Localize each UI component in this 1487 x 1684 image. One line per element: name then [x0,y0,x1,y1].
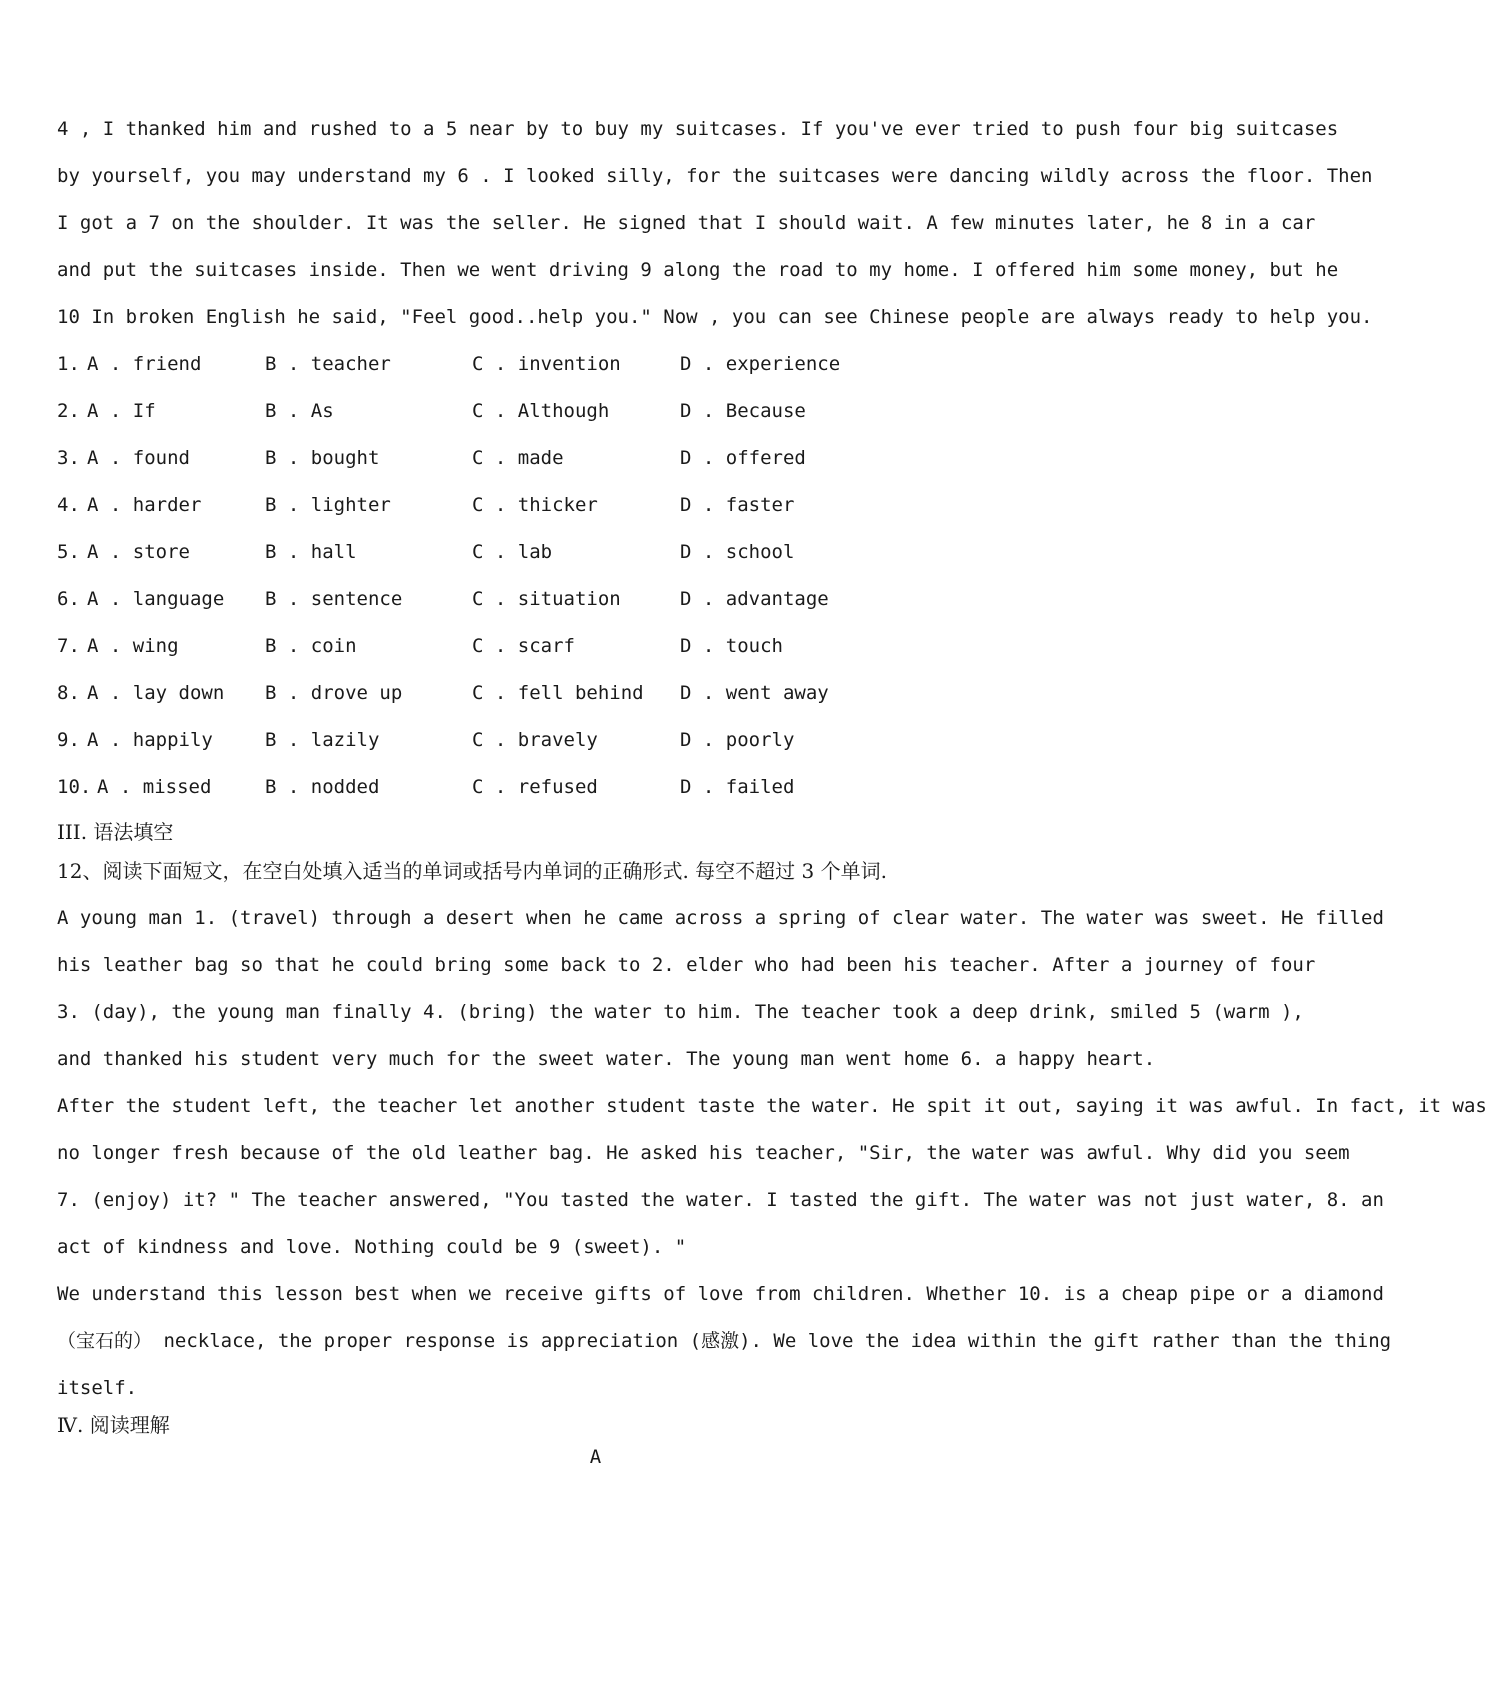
question-number: 2. [57,400,80,422]
option-b: B . hall [265,541,357,563]
question-number: 10. [57,776,92,798]
question-number: 4. [57,494,80,516]
option-a: A . language [87,588,225,610]
option-d: D . poorly [680,729,795,751]
question-12-instruction: 12、阅读下面短文，在空白处填入适当的单词或括号内单词的正确形式. 每空不超过 3 个单词. [57,859,887,883]
grammar-line-4: and thanked his student very much for the sweet water. The young man went home 6. a happy heart. [57,1048,1156,1070]
option-c: C . thicker [472,494,598,516]
grammar-line-8: act of kindness and love. Nothing could be 9 (sweet). " [57,1236,687,1258]
option-a: A . wing [87,635,179,657]
grammar-line-6: no longer fresh because of the old leather bag. He asked his teacher, "Sir, the water was awful. Why did you seem [57,1142,1350,1164]
option-c: C . fell behind [472,682,644,704]
cloze-line-2: by yourself, you may understand my 6 . I looked silly, for the suitcases were dancing wildly across the floor. Then [57,165,1373,187]
option-c: C . made [472,447,564,469]
grammar-line-7: 7. (enjoy) it? " The teacher answered, "You tasted the water. I tasted the gift. The water was not just water, 8. an [57,1189,1384,1211]
question-number: 9. [57,729,80,751]
option-a: A . harder [87,494,202,516]
grammar-line-9: We understand this lesson best when we receive gifts of love from children. Whether 10. is a cheap pipe or a diamond [57,1283,1384,1305]
option-d: D . failed [680,776,795,798]
option-c: C . Although [472,400,610,422]
grammar-line-11: itself. [57,1377,138,1399]
question-number: 3. [57,447,80,469]
cloze-line-5: 10 In broken English he said, "Feel good..help you." Now , you can see Chinese people are always ready to help you. [57,306,1373,328]
option-a: A . missed [97,776,212,798]
option-c: C . lab [472,541,553,563]
option-c: C . scarf [472,635,575,657]
option-a: A . happily [87,729,213,751]
option-a: A . store [87,541,190,563]
option-d: D . experience [680,353,841,375]
grammar-line-2: his leather bag so that he could bring some back to 2. elder who had been his teacher. After a journey of four [57,954,1316,976]
question-number: 1. [57,353,80,375]
option-b: B . drove up [265,682,403,704]
option-b: B . teacher [265,353,391,375]
question-number: 7. [57,635,80,657]
option-d: D . offered [680,447,806,469]
option-d: D . advantage [680,588,829,610]
option-b: B . coin [265,635,357,657]
cloze-line-4: and put the suitcases inside. Then we went driving 9 along the road to my home. I offered him some money, but he [57,259,1339,281]
option-d: D . went away [680,682,829,704]
section-heading-grammar: III. 语法填空 [57,820,174,844]
grammar-line-10: （宝石的） necklace, the proper response is appreciation (感激). We love the idea within the gift rather than the thing [57,1330,1392,1352]
option-d: D . Because [680,400,806,422]
section-heading-reading: Ⅳ. 阅读理解 [57,1413,170,1437]
option-c: C . refused [472,776,598,798]
cloze-line-1: 4 , I thanked him and rushed to a 5 near by to buy my suitcases. If you've ever tried to push four big suitcases [57,118,1339,140]
grammar-line-5: After the student left, the teacher let another student taste the water. He spit it out, saying it was awful. In fact, it was [57,1095,1487,1117]
question-number: 6. [57,588,80,610]
option-b: B . lighter [265,494,391,516]
option-c: C . bravely [472,729,598,751]
option-d: D . faster [680,494,795,516]
option-b: B . lazily [265,729,380,751]
option-d: D . touch [680,635,783,657]
question-number: 8. [57,682,80,704]
option-c: C . situation [472,588,621,610]
option-a: A . friend [87,353,202,375]
option-a: A . If [87,400,156,422]
option-d: D . school [680,541,795,563]
grammar-line-1: A young man 1. (travel) through a desert when he came across a spring of clear water. The water was sweet. He filled [57,907,1384,929]
option-b: B . sentence [265,588,403,610]
option-b: B . As [265,400,334,422]
question-number: 5. [57,541,80,563]
option-b: B . bought [265,447,380,469]
cloze-line-3: I got a 7 on the shoulder. It was the seller. He signed that I should wait. A few minutes later, he 8 in a car [57,212,1316,234]
grammar-line-3: 3. (day), the young man finally 4. (bring) the water to him. The teacher took a deep drink, smiled 5 (warm ), [57,1001,1304,1023]
option-a: A . lay down [87,682,225,704]
part-label: A [589,1446,602,1468]
option-b: B . nodded [265,776,380,798]
option-a: A . found [87,447,190,469]
option-c: C . invention [472,353,621,375]
